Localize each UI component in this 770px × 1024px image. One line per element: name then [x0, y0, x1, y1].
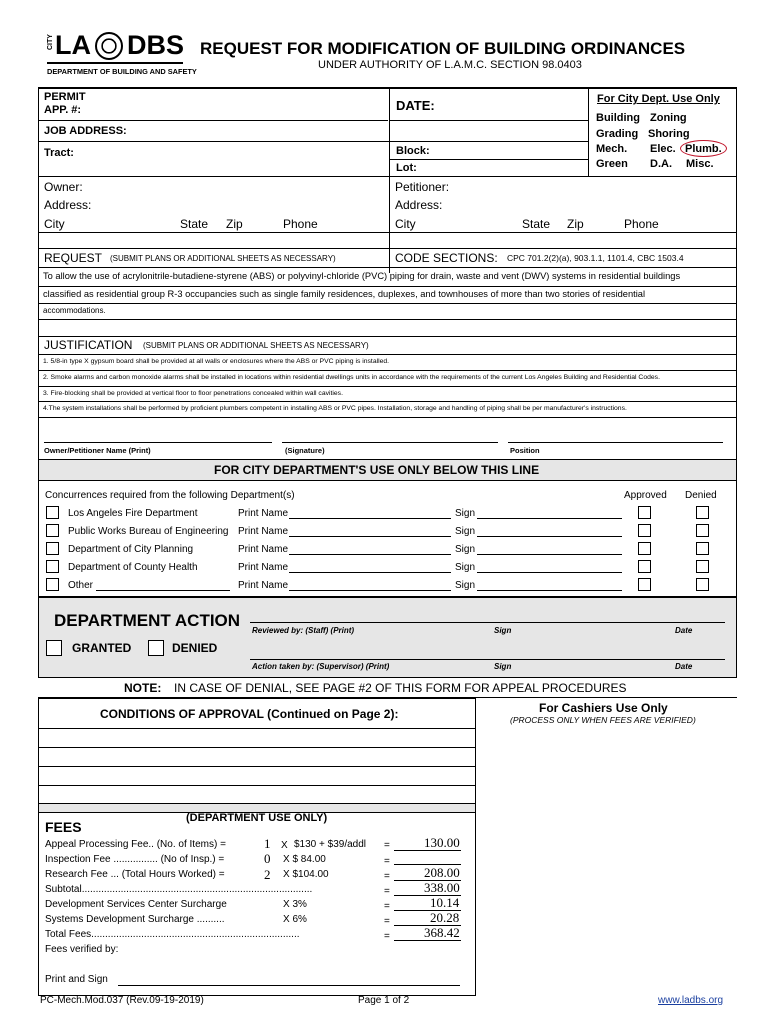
logo-la-text: LA — [55, 30, 91, 60]
print-name-label: Print Name — [238, 562, 289, 573]
subtotal-label: Subtotal................................................................................... — [45, 884, 313, 895]
reviewed-sign-caption: Sign — [494, 626, 512, 635]
print-name-field[interactable] — [289, 572, 451, 573]
other-dept-field[interactable] — [96, 590, 230, 591]
sign-label: Sign — [455, 526, 476, 537]
conditions-line[interactable] — [39, 747, 475, 766]
inspection-fee-label: Inspection Fee ................ (No of Insp.) = — [45, 854, 225, 865]
approved-checkbox[interactable] — [638, 542, 651, 555]
print-name-field[interactable] — [289, 536, 451, 537]
print-name-label: Print Name — [238, 508, 289, 519]
approved-checkbox[interactable] — [638, 524, 651, 537]
total-fees-label: Total Fees........................................................................... — [45, 929, 300, 940]
sign-label: Sign — [455, 508, 476, 519]
request-label: REQUEST — [44, 251, 103, 265]
app-number-label: APP. #: — [44, 104, 82, 116]
mech-option[interactable]: Mech. — [596, 143, 628, 155]
print-and-sign-label: Print and Sign — [45, 974, 108, 985]
reviewed-date-caption: Date — [675, 626, 693, 635]
research-eq: = — [384, 871, 390, 882]
denied-column-label: Denied — [685, 490, 717, 501]
concurrences-header: Concurrences required from the following Department(s) — [45, 490, 295, 501]
request-note: (SUBMIT PLANS OR ADDITIONAL SHEETS AS NECESSARY) — [110, 254, 336, 263]
conditions-line[interactable] — [39, 766, 475, 785]
sign-field[interactable] — [477, 536, 622, 537]
owner-phone-label: Phone — [283, 217, 318, 231]
appeal-rate: $130 + $39/addl — [294, 839, 367, 850]
owner-name-field[interactable] — [44, 442, 272, 443]
owner-state-label: State — [180, 217, 209, 231]
logo-city-text: CITY — [47, 34, 54, 50]
logo-department-text: DEPARTMENT OF BUILDING AND SAFETY — [47, 67, 197, 76]
denied-checkbox[interactable] — [148, 640, 164, 656]
note-text: IN CASE OF DENIAL, SEE PAGE #2 OF THIS FORM FOR APPEAL PROCEDURES — [174, 681, 627, 695]
conditions-line[interactable] — [39, 785, 475, 804]
owner-address-label: Address: — [44, 198, 92, 212]
sys-surcharge-label: Systems Development Surcharge .......... — [45, 914, 225, 925]
website-link[interactable]: www.ladbs.org — [658, 995, 724, 1006]
block-label: Block: — [396, 145, 430, 157]
petitioner-zip-label: Zip — [567, 217, 584, 231]
note-label: NOTE: — [124, 681, 162, 695]
job-address-label: JOB ADDRESS: — [44, 125, 127, 137]
signature-caption: (Signature) — [285, 446, 325, 455]
action-sign-caption: Sign — [494, 662, 512, 671]
signature-field[interactable] — [282, 442, 498, 443]
petitioner-city-label: City — [395, 217, 416, 231]
owner-zip-label: Zip — [226, 217, 243, 231]
dept-checkbox[interactable] — [46, 506, 59, 519]
sign-field[interactable] — [477, 554, 622, 555]
sign-label: Sign — [455, 580, 476, 591]
print-name-label: Print Name — [238, 544, 289, 555]
appeal-x: X — [281, 840, 288, 851]
cashier-note: (PROCESS ONLY WHEN FEES ARE VERIFIED) — [510, 715, 696, 725]
owner-city-label: City — [44, 217, 65, 231]
denied-checkbox[interactable] — [696, 542, 709, 555]
appeal-eq: = — [384, 840, 390, 851]
plumb-option-circled[interactable]: Plumb. — [685, 143, 722, 155]
ladbs-logo — [47, 30, 197, 78]
approved-checkbox[interactable] — [638, 560, 651, 573]
sys-surcharge-value[interactable]: 20.28 — [430, 910, 460, 925]
total-fees-value[interactable]: 368.42 — [424, 925, 460, 940]
fees-title: FEES — [45, 819, 82, 835]
elec-option[interactable]: Elec. — [650, 143, 676, 155]
city-only-header: FOR CITY DEPARTMENT'S USE ONLY BELOW THIS LINE — [214, 463, 540, 477]
form-number: PC-Mech.Mod.037 (Rev.09-19-2019) — [40, 995, 204, 1006]
print-and-sign-field[interactable] — [118, 985, 460, 986]
dev-eq: = — [384, 901, 390, 912]
sys-eq: = — [384, 916, 390, 927]
plumb-circle-mark — [680, 140, 727, 157]
dev-surcharge-rate: X 3% — [283, 899, 307, 910]
justification-line-2: 2. Smoke alarms and carbon monoxide alarms shall be installed in locations within residential dwellings units in accordance with the requirements of the current Los Angeles Building and Residential Codes. — [43, 374, 660, 381]
sign-field[interactable] — [477, 572, 622, 573]
inspection-eq: = — [384, 856, 390, 867]
total-eq: = — [384, 931, 390, 942]
date-label: DATE: — [396, 98, 435, 113]
denied-checkbox[interactable] — [696, 578, 709, 591]
denied-checkbox[interactable] — [696, 560, 709, 573]
department-action-title: DEPARTMENT ACTION — [54, 611, 241, 630]
inspection-qty[interactable]: 0 — [264, 851, 271, 866]
dept-checkbox[interactable] — [46, 560, 59, 573]
approved-column-label: Approved — [624, 490, 667, 501]
justification-line-4: 4.The system installations shall be performed by proficient plumbers competent in installing ABS or PVC pipes. Installation, storage and handling of piping shall be per manufacturer's instructions. — [43, 405, 627, 412]
conditions-line[interactable] — [39, 728, 475, 747]
request-line-3: accommodations. — [43, 306, 106, 315]
city-seal-icon — [95, 32, 123, 60]
position-caption: Position — [510, 446, 540, 455]
sign-field[interactable] — [477, 590, 622, 591]
misc-option[interactable]: Misc. — [686, 158, 714, 170]
denied-checkbox[interactable] — [696, 506, 709, 519]
justification-note: (SUBMIT PLANS OR ADDITIONAL SHEETS AS NECESSARY) — [143, 341, 369, 350]
granted-checkbox[interactable] — [46, 640, 62, 656]
lot-label: Lot: — [396, 162, 417, 174]
dev-surcharge-value[interactable]: 10.14 — [430, 895, 460, 910]
form-subtitle: UNDER AUTHORITY OF L.A.M.C. SECTION 98.0403 — [318, 59, 582, 71]
approved-checkbox[interactable] — [638, 578, 651, 591]
action-taken-caption: Action taken by: (Supervisor) (Print) — [252, 662, 390, 671]
print-name-field[interactable] — [289, 554, 451, 555]
position-field[interactable] — [508, 442, 723, 443]
action-date-caption: Date — [675, 662, 693, 671]
justification-line-3: 3. Fire-blocking shall be provided at vertical floor to floor penetrations concealed within wall cavities. — [43, 390, 343, 397]
fees-dept-use: (DEPARTMENT USE ONLY) — [186, 812, 328, 824]
sys-surcharge-rate: X 6% — [283, 914, 307, 925]
dept-name: Other — [68, 580, 94, 591]
sign-label: Sign — [455, 562, 476, 573]
cashier-title: For Cashiers Use Only — [539, 701, 668, 715]
zoning-option[interactable]: Zoning — [650, 112, 687, 124]
dept-name: Public Works Bureau of Engineering — [68, 526, 229, 537]
denied-checkbox[interactable] — [696, 524, 709, 537]
research-total[interactable]: 208.00 — [424, 865, 460, 880]
code-sections-value: CPC 701.2(2)(a), 903.1.1, 1101.4, CBC 1503.4 — [507, 253, 684, 263]
request-line-2: classified as residential group R-3 occupancies such as single family residences, duplexes, and townhouses of more than two stories of residential — [43, 289, 646, 299]
dept-checkbox[interactable] — [46, 524, 59, 537]
conditions-title: CONDITIONS OF APPROVAL (Continued on Page 2): — [100, 707, 399, 721]
green-option[interactable]: Green — [596, 158, 628, 170]
form-title: REQUEST FOR MODIFICATION OF BUILDING ORDINANCES — [200, 39, 686, 58]
dept-name: Department of City Planning — [68, 544, 194, 555]
research-fee-label: Research Fee ... (Total Hours Worked) = — [45, 869, 225, 880]
print-name-label: Print Name — [238, 580, 289, 591]
appeal-qty[interactable]: 1 — [264, 836, 271, 851]
da-option[interactable]: D.A. — [650, 158, 672, 170]
justification-line-1: 1. 5/8-in type X gypsum board shall be provided at all walls or enclosures where the ABS or PVC piping is installed. — [43, 358, 390, 365]
dept-name: Los Angeles Fire Department — [68, 508, 198, 519]
owner-name-caption: Owner/Petitioner Name (Print) — [44, 446, 151, 455]
research-rate: X $104.00 — [283, 869, 329, 880]
dev-surcharge-label: Development Services Center Surcharge — [45, 899, 227, 910]
petitioner-phone-label: Phone — [624, 217, 659, 231]
reviewed-by-caption: Reviewed by: (Staff) (Print) — [252, 626, 355, 635]
dept-checkbox[interactable] — [46, 542, 59, 555]
building-option[interactable]: Building — [596, 112, 640, 124]
permit-label: PERMIT — [44, 91, 86, 103]
appeal-fee-label: Appeal Processing Fee.. (No. of Items) = — [45, 839, 226, 850]
logo-dbs-text: DBS — [127, 30, 185, 60]
denied-label: DENIED — [172, 641, 218, 655]
shoring-option[interactable]: Shoring — [648, 128, 690, 140]
owner-label: Owner: — [44, 180, 83, 194]
approved-checkbox[interactable] — [638, 506, 651, 519]
print-name-field[interactable] — [289, 518, 451, 519]
print-name-label: Print Name — [238, 526, 289, 537]
grading-option[interactable]: Grading — [596, 128, 639, 140]
city-use-title: For City Dept. Use Only — [597, 93, 720, 105]
petitioner-state-label: State — [522, 217, 551, 231]
sign-field[interactable] — [477, 518, 622, 519]
sign-label: Sign — [455, 544, 476, 555]
fees-verified-label: Fees verified by: — [45, 944, 119, 955]
petitioner-address-label: Address: — [395, 198, 443, 212]
granted-label: GRANTED — [72, 641, 132, 655]
petitioner-label: Petitioner: — [395, 180, 450, 194]
research-qty[interactable]: 2 — [264, 867, 271, 882]
code-sections-label: CODE SECTIONS: — [395, 251, 498, 265]
request-line-1: To allow the use of acrylonitrile-butadiene-styrene (ABS) or polyvinyl-chloride (PVC) piping for drain, waste and vent (DWV) systems in residential buildings — [43, 271, 681, 281]
subtotal-value[interactable]: 338.00 — [424, 880, 460, 895]
dept-checkbox[interactable] — [46, 578, 59, 591]
page-number: Page 1 of 2 — [358, 995, 410, 1006]
justification-label: JUSTIFICATION — [44, 338, 133, 352]
dept-name: Department of County Health — [68, 562, 198, 573]
appeal-total[interactable]: 130.00 — [424, 835, 460, 850]
subtotal-eq: = — [384, 886, 390, 897]
inspection-rate: X $ 84.00 — [283, 854, 326, 865]
print-name-field[interactable] — [289, 590, 451, 591]
tract-label: Tract: — [44, 147, 74, 159]
